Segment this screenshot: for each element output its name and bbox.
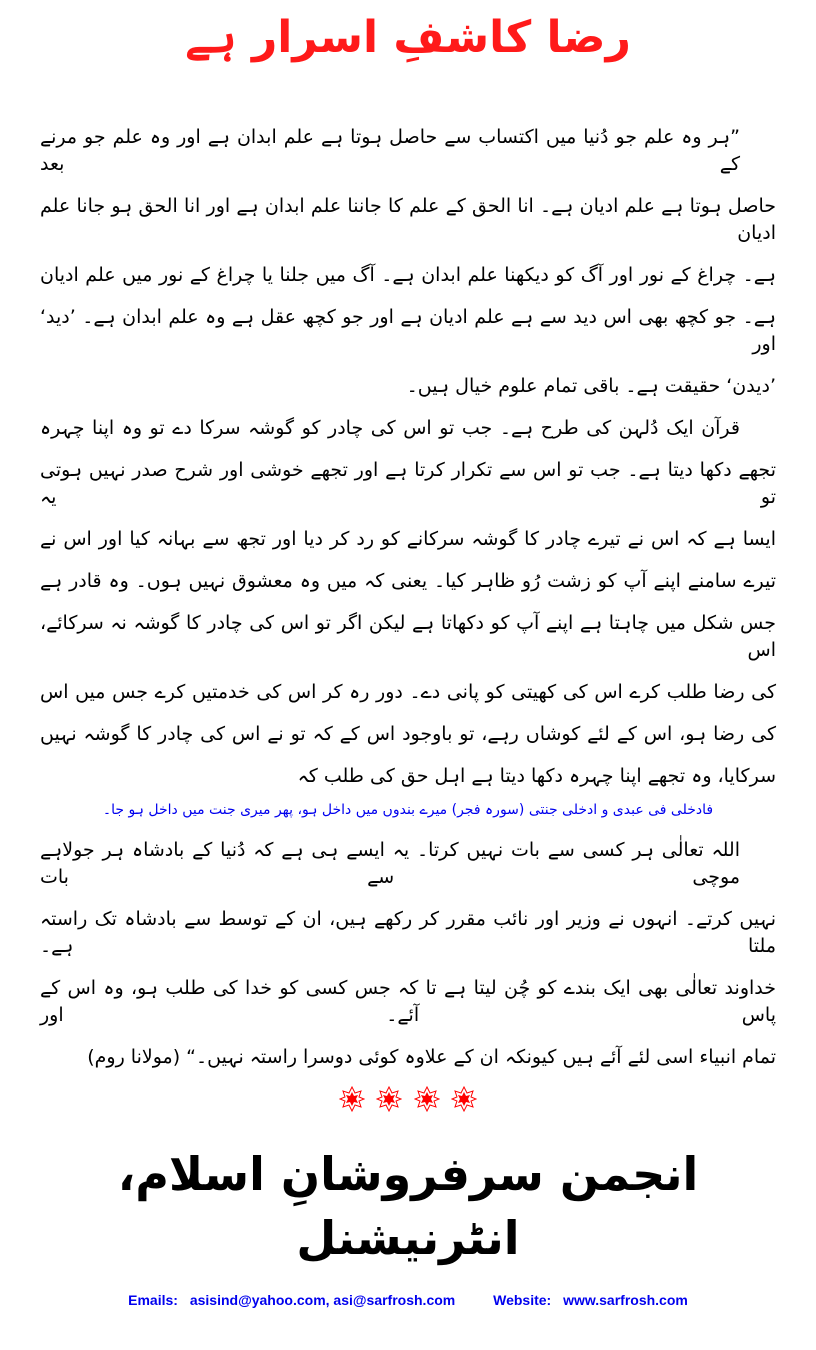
star-divider [40,1086,776,1116]
text-line: نہیں کرتے۔ انہوں نے وزیر اور نائب مقرر کر رکھے ہیں، ان کے توسط سے بادشاہ تک راستہ ملتا ہے۔ [40,908,776,957]
star-icon [414,1086,440,1112]
text-line: تمام انبیاء اسی لئے آئے ہیں کیونکہ ان کے علاوہ کوئی دوسرا راستہ نہیں۔“ (مولانا روم) [87,1046,776,1068]
quran-quote: فادخلی فی عبدی و ادخلی جنتی (سورہ فجر) میرے بندوں میں داخل ہو، پھر میری جنت میں داخل ہو جا۔ [102,802,714,818]
text-line: ’دیدن‘ حقیقت ہے۔ باقی تمام علوم خیال ہیں۔ [406,375,776,397]
text-line: تیرے سامنے اپنے آپ کو زشت رُو ظاہر کیا۔ یعنی کہ میں وہ معشوق نہیں ہوں۔ وہ قادر ہے [40,570,776,592]
text-line: کی رضا طلب کرے اس کی کھیتی کو پانی دے۔ دور رہ کر اس کی خدمتیں کرے جس میں اس [40,681,776,703]
emails-label: Emails: [128,1292,178,1308]
text-line: ”ہر وہ علم جو دُنیا میں اکتساب سے حاصل ہوتا ہے علم ابدان ہے اور وہ علم جو مرنے کے بعد [40,126,740,175]
contact-footer [40,1290,776,1310]
paragraph-2 [40,415,776,790]
star-icon [376,1086,402,1112]
text-line: تجھے دکھا دیتا ہے۔ جب تو اس سے تکرار کرتا ہے اور تجھے خوشی اور شرح صدر نہیں ہوتی تو یہ [40,459,776,508]
text-line: کی رضا ہو، اس کے لئے کوشاں رہے، تو باوجود اس کے کہ تو نے اس کی چادر کا گوشہ نہیں [40,723,776,745]
website-label: Website: [493,1292,552,1308]
text-line: اللہ تعالٰی ہر کسی سے بات نہیں کرتا۔ یہ ایسے ہی ہے کہ دُنیا کے بادشاہ ہر جولاہے موچی سے بات [40,839,740,888]
text-line: جس شکل میں چاہتا ہے اپنے آپ کو دکھاتا ہے لیکن اگر تو اس کی چادر کا گوشہ نہ سرکائے، اس [40,612,776,661]
text-line: خداوند تعالٰی بھی ایک بندے کو چُن لیتا ہے تا کہ جس کسی کو خدا کی طلب ہو، وہ اس کے پاس آئے۔ اور [40,977,776,1026]
text-line: قرآن ایک دُلہن کی طرح ہے۔ جب تو اس کی چادر کو گوشہ سرکا دے تو وہ اپنا چہرہ [40,417,740,439]
star-icon [339,1086,365,1112]
star-icon [451,1086,477,1112]
text-line: ہے۔ جو کچھ بھی اس دید سے ہے علم ادیان ہے اور جو کچھ عقل ہے وہ علم ابدان ہے۔ ’دید‘ اور [40,306,776,355]
emails-link[interactable]: asisind@yahoo.com, asi@sarfrosh.com [189,1292,456,1308]
paragraph-1 [40,124,776,400]
text-line: ایسا ہے کہ اس نے تیرے چادر کا گوشہ سرکانے کو رد کر دیا اور تجھ سے بہانہ کیا اور اس نے [40,528,776,550]
text-line: سرکایا، وہ تجھے اپنا چہرہ دکھا دیتا ہے اہل حق کی طلب کہ [297,765,776,787]
website-link[interactable]: www.sarfrosh.com [563,1292,688,1308]
organization-name: انجمن سرفروشانِ اسلام، انٹرنیشنل [117,1147,699,1265]
page-title: رضا کاشفِ اسرار ہے [185,12,631,63]
text-line: حاصل ہوتا ہے علم ادیان ہے۔ انا الحق کے علم کا جاننا علم ابدان ہے اور انا الحق ہو جانا علم ادیان [40,195,776,244]
paragraph-3 [40,837,776,1071]
text-line: ہے۔ چراغ کے نور اور آگ کو دیکھنا علم ابدان ہے۔ آگ میں جلنا یا چراغ کے نور میں علم ادیان [40,264,776,286]
